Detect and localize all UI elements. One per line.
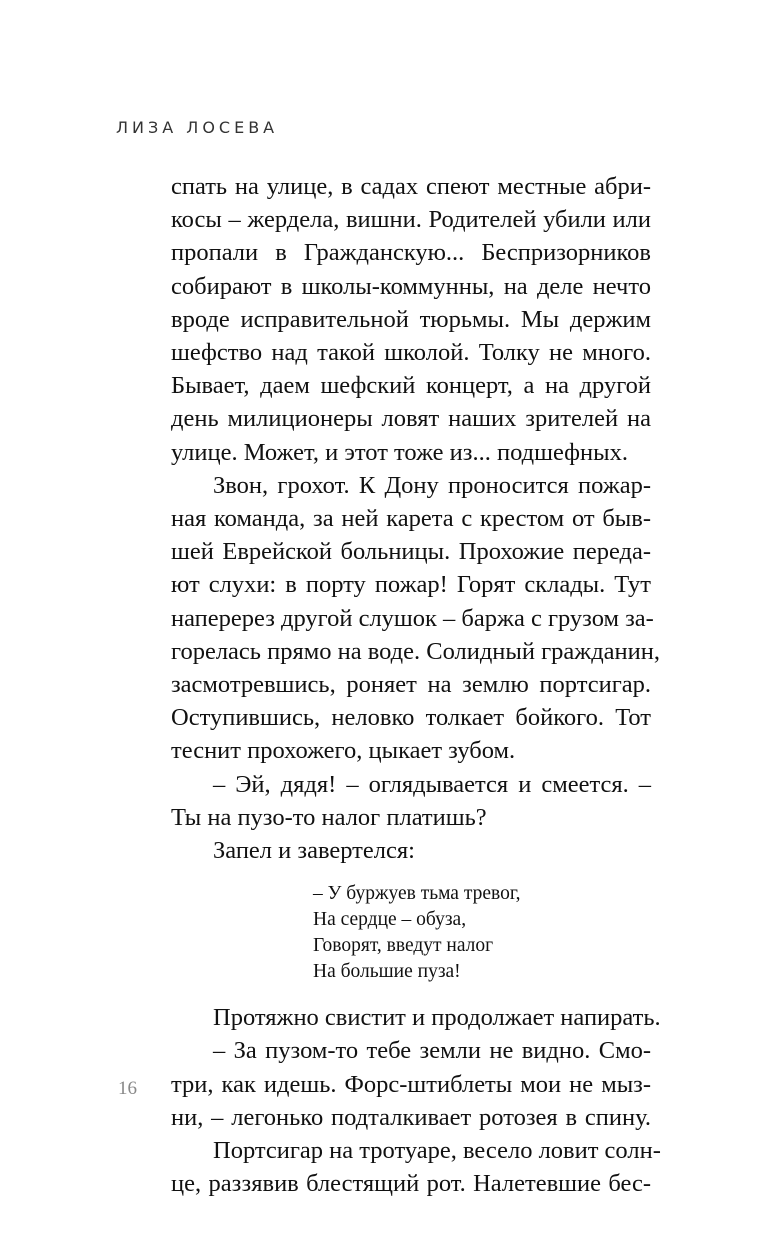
text-line: шей Еврейской больницы. Прохожие переда- [171, 538, 651, 566]
text-line: косы – жердела, вишни. Родителей убили или [171, 206, 651, 234]
text-line: спать на улице, в садах спеют местные абри- [171, 173, 651, 200]
text-line: ни, – легонько подталкивает ротозея в спину. [171, 1103, 651, 1131]
prose-before-verse [171, 170, 661, 867]
text-line: Ты на пузо-то налог платишь? [171, 803, 487, 831]
text-line: – Эй, дядя! – оглядывается и смеется. – [213, 770, 651, 798]
text-line: Протяжно свистит и продолжает напирать. [213, 1004, 661, 1032]
page-number: 16 [118, 1078, 137, 1099]
text-line: три, как идешь. Форс-штиблеты мои не мыз- [171, 1070, 651, 1098]
running-head: ЛИЗА ЛОСЕВА [116, 118, 279, 137]
prose-after-verse [171, 1001, 661, 1200]
text-line: Оступившись, неловко толкает бойкого. Тот [171, 704, 651, 732]
page-body [171, 170, 661, 1200]
text-line: наперерез другой слушок – баржа с грузом за- [171, 604, 654, 632]
text-line: собирают в школы-коммунны, на деле нечто [171, 272, 651, 300]
text-line: улице. Может, и этот тоже из... подшефных. [171, 438, 628, 466]
text-line: це, раззявив блестящий рот. Налетевшие бес- [171, 1170, 651, 1198]
verse-line: – У буржуев тьма тревог, [313, 883, 521, 905]
text-line: – За пузом-то тебе земли не видно. Смо- [213, 1037, 651, 1065]
text-line: день милиционеры ловят наших зрителей на [171, 405, 651, 433]
text-line: Запел и завертелся: [213, 837, 415, 865]
verse-line: Говорят, введут налог [313, 935, 494, 957]
verse-block [171, 881, 651, 985]
text-line: Портсигар на тротуаре, весело ловит солн- [213, 1137, 661, 1165]
text-line: горелась прямо на воде. Солидный гражданин, [171, 637, 661, 665]
text-line: пропали в Гражданскую... Беспризорников [171, 239, 651, 267]
text-line: теснит прохожего, цыкает зубом. [171, 737, 516, 765]
text-line: шефство над такой школой. Толку не много. [171, 339, 651, 367]
text-line: ют слухи: в порту пожар! Горят склады. Тут [171, 571, 651, 599]
text-line: Бывает, даем шефский концерт, а на другой [171, 372, 651, 400]
text-line: Звон, грохот. К Дону проносится пожар- [213, 471, 651, 499]
verse-line: На сердце – обуза, [313, 909, 467, 931]
text-line: вроде исправительной тюрьмы. Мы держим [171, 305, 651, 333]
verse-line: На большие пуза! [313, 961, 461, 983]
text-line: засмотревшись, роняет на землю портсигар. [171, 671, 651, 699]
text-line: ная команда, за ней карета с крестом от быв- [171, 505, 651, 533]
